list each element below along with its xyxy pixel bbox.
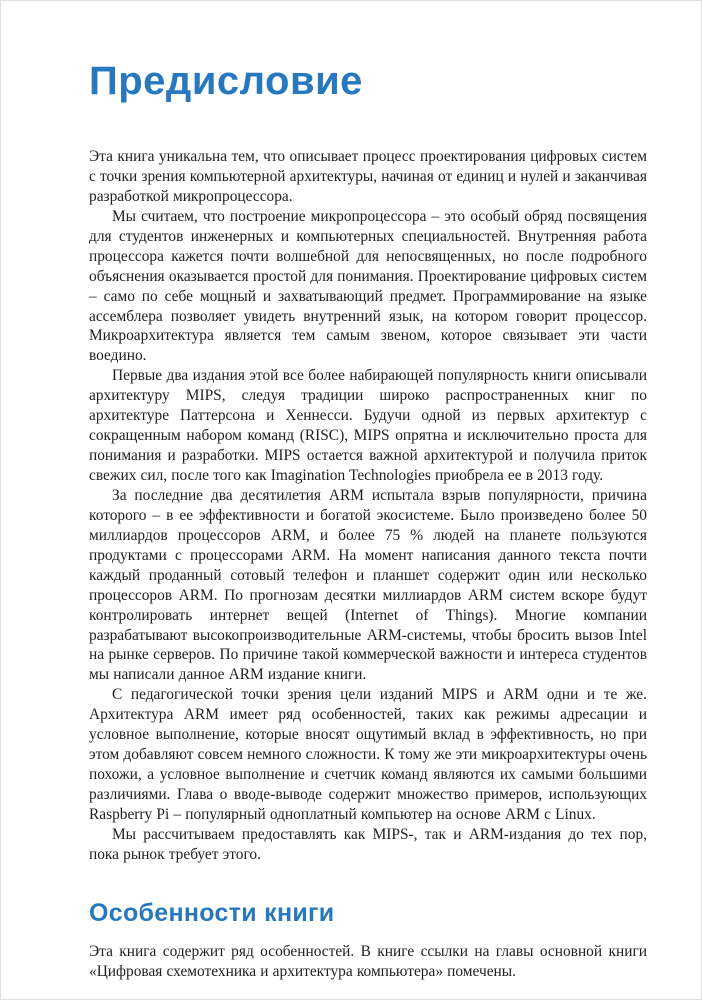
paragraph: За последние два десятилетия ARM испытала взрыв популярности, причина которого – в ее эффективности и богатой экосистеме. Было произведено более 50 миллиардов процессоров ARM, и более 75 % людей на планете пользуются продуктами с процессорами ARM. На момент написания данного текста почти каждый проданный сотовый телефон и планшет содержит один или несколько процессоров ARM. По прогнозам десятки миллиардов ARM систем вскоре будут контролировать интернет вещей (Internet of Things). Многие компании разрабатывают высокопроизводительные ARM-системы, чтобы бросить вызов Intel на рынке серверов. По причине такой коммерческой важности и интереса студентов мы написали данное ARM издание книги. [89, 486, 647, 684]
section-heading-book-features: Особенности книги [89, 898, 335, 927]
paragraph: Мы считаем, что построение микропроцессора – это особый обряд посвящения для студентов инженерных и компьютерных специальностей. Внутренняя работа процессора кажется почти волшебной для непосвященных, но после подробного объяснения оказывается простой для понимания. Проектирование цифровых систем – само по себе мощный и захватывающий предмет. Программирование на языке ассемблера позволяет увидеть внутренний язык, на котором говорит процессор. Микроархитектура является тем самым звеном, которое связывает эти части воедино. [89, 207, 647, 365]
paragraph: Первые два издания этой все более набирающей популярность книги описывали архитектуру MIPS, следуя традиции широко распространенных книг по архитектуре Паттерсона и Хеннесси. Будучи одной из первых архитектур с сокращенным набором команд (RISC), MIPS опрятна и исключительно проста для понимания и разработки. MIPS остается важной архитектурой и получила приток свежих сил, после того как Imagination Technologies приобрела ее в 2013 году. [89, 367, 647, 484]
paragraph: С педагогической точки зрения цели изданий MIPS и ARM одни и те же. Архитектура ARM имеет ряд особенностей, таких как режимы адресации и условное выполнение, которые вносят ощутимый вклад в эффективность, но при этом добавляют совсем немного сложности. К тому же эти микроархитектуры очень похожи, а условное выполнение и счетчик команд являются их самыми большими различиями. Глава о вводе-выводе содержит множество примеров, использующих Raspberry Pi – популярный одноплатный компьютер на основе ARM с Linux. [89, 686, 647, 823]
page-content [89, 61, 647, 982]
paragraph: Эта книга уникальна тем, что описывает процесс проектирования цифровых систем с точки зрения компьютерной архитектуры, начиная от единиц и нулей и заканчивая разработкой микропроцессора. [89, 148, 647, 205]
paragraph: Эта книга содержит ряд особенностей. В книге ссылки на главы основной книги «Цифровая схемотехника и архитектура компьютера» помечены. [89, 942, 647, 980]
paragraph: Мы рассчитываем предоставлять как MIPS-, так и ARM-издания до тех пор, пока рынок требует этого. [89, 825, 647, 863]
intro-text-block [89, 147, 647, 865]
section-text-block [89, 942, 647, 982]
page-title: Предисловие [89, 59, 363, 103]
